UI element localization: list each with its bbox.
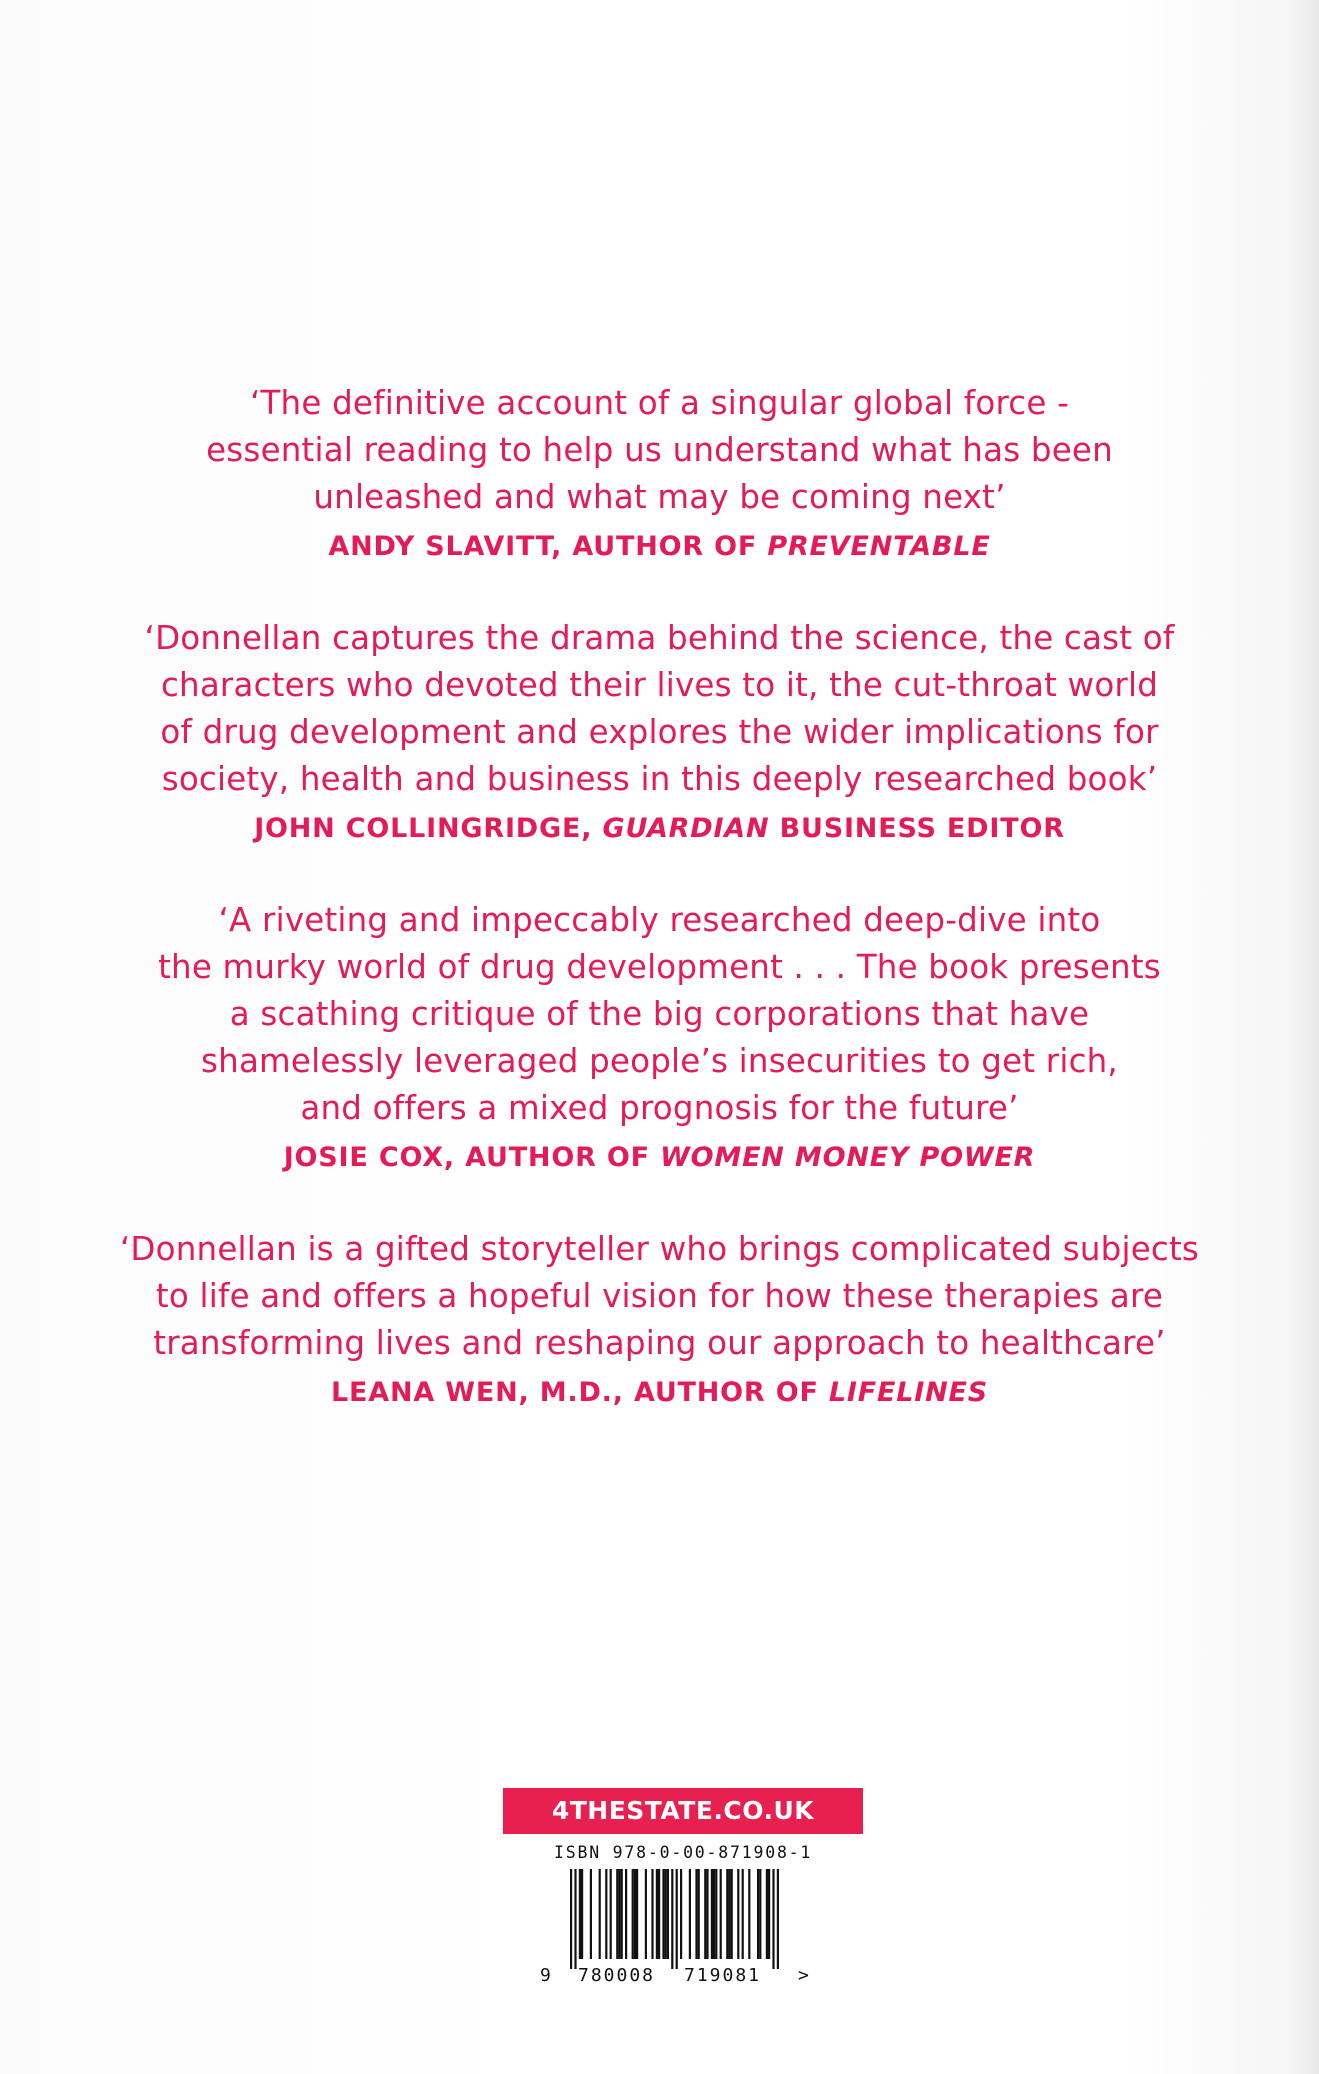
barcode-bar bbox=[715, 1869, 717, 1959]
barcode-quiet-zone-mark: > bbox=[798, 1965, 811, 1986]
barcode-bar bbox=[671, 1869, 673, 1969]
attribution-text: LEANA WEN, M.D., AUTHOR OF bbox=[331, 1377, 829, 1408]
quote-line: of drug development and explores the wider implications for bbox=[160, 713, 1159, 751]
barcode-bar bbox=[618, 1869, 620, 1959]
barcode-bar bbox=[757, 1869, 759, 1959]
barcode-bar bbox=[680, 1869, 682, 1959]
barcode-icon bbox=[540, 1869, 830, 1969]
quote-attribution bbox=[0, 1132, 1319, 1184]
quote-line: society, health and business in this deeply researched book’ bbox=[161, 760, 1158, 798]
barcode-bar bbox=[731, 1869, 733, 1959]
attribution-suffix: BUSINESS EDITOR bbox=[769, 813, 1065, 844]
quote-attribution bbox=[0, 521, 1319, 573]
quote-line: ‘Donnellan is a gifted storyteller who brings complicated subjects bbox=[119, 1230, 1200, 1268]
barcode-bar bbox=[706, 1869, 708, 1959]
barcode-bar bbox=[748, 1869, 750, 1959]
barcode-first-digit: 9 bbox=[540, 1965, 553, 1986]
quote-attribution bbox=[0, 1367, 1319, 1419]
barcode-bar bbox=[651, 1869, 653, 1959]
barcode-bar bbox=[599, 1869, 601, 1959]
barcode-bar bbox=[581, 1869, 583, 1959]
review-quote-wen bbox=[0, 1226, 1319, 1419]
quote-line: ‘Donnellan captures the drama behind the science, the cast of bbox=[144, 619, 1175, 657]
review-quote-collingridge bbox=[0, 615, 1319, 855]
barcode-bar bbox=[704, 1869, 706, 1959]
barcode-bar bbox=[728, 1869, 730, 1959]
quote-attribution bbox=[0, 803, 1319, 855]
barcode-bar bbox=[570, 1869, 572, 1969]
quote-line: ‘The definitive account of a singular global force - bbox=[249, 384, 1070, 422]
barcode-bar bbox=[656, 1869, 658, 1959]
quote-line: characters who devoted their lives to it, the cut-throat world bbox=[160, 666, 1159, 704]
attribution-text: JOHN COLLINGRIDGE, bbox=[254, 813, 603, 844]
barcode-bar bbox=[658, 1869, 660, 1959]
barcode-bar bbox=[737, 1869, 739, 1959]
barcode-bar bbox=[695, 1869, 697, 1959]
quote-line: and offers a mixed prognosis for the future’ bbox=[300, 1089, 1019, 1127]
barcode-bar bbox=[665, 1869, 667, 1959]
barcode-bar bbox=[605, 1869, 607, 1959]
review-quote-slavitt bbox=[0, 380, 1319, 573]
barcode-left-digits: 780008 bbox=[578, 1965, 656, 1986]
barcode-bar bbox=[698, 1869, 700, 1959]
quote-line: to life and offers a hopeful vision for how these therapies are bbox=[155, 1277, 1164, 1315]
barcode-bar bbox=[667, 1869, 669, 1959]
review-quote-cox bbox=[0, 897, 1319, 1184]
barcode-right-digits: 719081 bbox=[684, 1965, 762, 1986]
barcode-bar bbox=[579, 1869, 581, 1959]
barcode-bar bbox=[720, 1869, 722, 1959]
barcode-bar bbox=[634, 1869, 636, 1959]
barcode-bar bbox=[742, 1869, 744, 1959]
attribution-publication: GUARDIAN bbox=[602, 813, 770, 844]
barcode-bar bbox=[772, 1869, 774, 1969]
barcode-bar bbox=[726, 1869, 728, 1959]
isbn-barcode-block bbox=[540, 1843, 830, 1993]
barcode-bar bbox=[621, 1869, 623, 1959]
attribution-book-title: WOMEN MONEY POWER bbox=[660, 1142, 1036, 1173]
quote-line: ‘A riveting and impeccably researched deep-dive into bbox=[218, 901, 1101, 939]
isbn-label: ISBN 978-0-00-871908-1 bbox=[554, 1843, 813, 1862]
barcode-bar bbox=[632, 1869, 634, 1959]
quote-line: the murky world of drug development . . . The book presents bbox=[158, 948, 1161, 986]
barcode-bar bbox=[713, 1869, 715, 1959]
attribution-book-title: LIFELINES bbox=[828, 1377, 988, 1408]
barcode-bar bbox=[759, 1869, 761, 1959]
barcode-bar bbox=[574, 1869, 576, 1969]
quote-line: transforming lives and reshaping our approach to healthcare’ bbox=[153, 1324, 1166, 1362]
quote-line: a scathing critique of the big corporations that have bbox=[229, 995, 1090, 1033]
barcode-bar bbox=[616, 1869, 618, 1959]
barcode-bar bbox=[768, 1869, 770, 1959]
review-quotes bbox=[0, 380, 1319, 1419]
attribution-book-title: PREVENTABLE bbox=[767, 531, 991, 562]
attribution-text: JOSIE COX, AUTHOR OF bbox=[283, 1142, 661, 1173]
barcode-bar bbox=[662, 1869, 664, 1959]
quote-line: shamelessly leveraged people’s insecurities to get rich, bbox=[201, 1042, 1118, 1080]
quote-line: unleashed and what may be coming next’ bbox=[313, 478, 1006, 516]
barcode-bar bbox=[676, 1869, 678, 1969]
barcode-bar bbox=[777, 1869, 779, 1969]
barcode-bar bbox=[766, 1869, 768, 1959]
barcode-bar bbox=[610, 1869, 612, 1959]
quote-line: essential reading to help us understand what has been bbox=[206, 431, 1113, 469]
barcode-bar bbox=[625, 1869, 627, 1959]
publisher-website-band: 4THESTATE.CO.UK bbox=[503, 1788, 863, 1834]
barcode-bar bbox=[645, 1869, 647, 1959]
barcode-bar bbox=[590, 1869, 592, 1959]
barcode-bar bbox=[689, 1869, 691, 1959]
attribution-text: ANDY SLAVITT, AUTHOR OF bbox=[328, 531, 768, 562]
barcode-bar bbox=[636, 1869, 638, 1959]
barcode-bar bbox=[711, 1869, 713, 1959]
